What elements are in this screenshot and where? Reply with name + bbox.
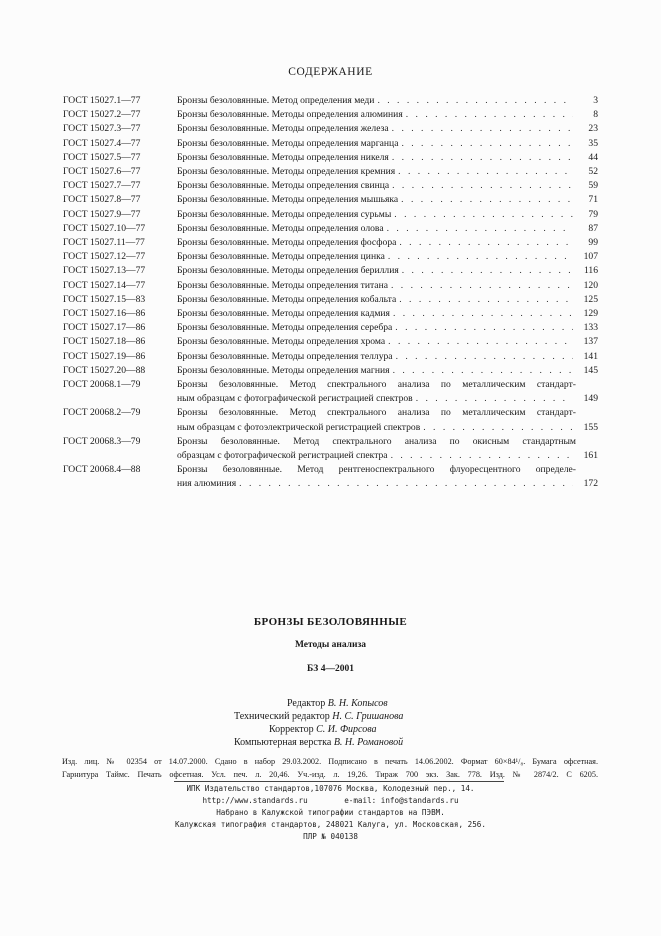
dot-leader <box>393 307 573 321</box>
toc-page-number: 125 <box>583 293 598 305</box>
toc-entry <box>63 108 598 122</box>
toc-entry <box>63 137 598 151</box>
toc-entry <box>63 435 598 463</box>
credit-editor: Редактор В. Н. Копысов <box>287 698 388 709</box>
toc-entry <box>63 279 598 293</box>
toc-entry-title: Бронзы безоловянные. Методы определения бериллия <box>177 265 399 277</box>
toc-entry <box>63 250 598 264</box>
dot-leader <box>399 293 573 307</box>
toc-entry-title: Бронзы безоловянные. Методы определения фосфора <box>177 237 397 249</box>
dot-leader <box>393 364 573 378</box>
toc-standard-code: ГОСТ 15027.6—77 <box>63 166 141 178</box>
dot-leader <box>388 335 573 349</box>
dot-leader <box>394 208 573 222</box>
toc-entry-title: Бронзы безоловянные. Методы определения хрома <box>177 336 386 348</box>
toc-standard-code: ГОСТ 15027.14—77 <box>63 279 146 291</box>
toc-entry <box>63 236 598 250</box>
toc-entry-title: Бронзы безоловянные. Методы определения мышьяка <box>177 194 399 206</box>
toc-entry-title: Бронзы безоловянные. Методы определения кобальта <box>177 293 397 305</box>
toc-standard-code: ГОСТ 15027.2—77 <box>63 109 141 121</box>
toc-standard-code: ГОСТ 20068.2—79 <box>63 407 141 419</box>
toc-entry-title: Бронзы безоловянные. Методы определения теллура <box>177 350 393 362</box>
imprint-line: Изд. лиц. № 02354 от 14.07.2000. Сдано в набор 29.03.2002. Подписано в печать 14.06.2002. Формат 60×84¹/₈. Бумага офсетная. <box>62 757 598 766</box>
toc-page-number: 3 <box>593 95 598 106</box>
dot-leader <box>401 193 573 207</box>
dot-leader <box>391 449 573 463</box>
collection-code: БЗ 4—2001 <box>307 664 354 674</box>
toc-standard-code: ГОСТ 15027.16—86 <box>63 308 146 320</box>
toc-entry <box>63 321 598 335</box>
toc-standard-code: ГОСТ 15027.15—83 <box>63 293 146 305</box>
toc-entry <box>63 293 598 307</box>
publisher-typeset: Набрано в Калужской типографии стандартов на ПЭВМ. <box>216 808 445 817</box>
publisher-web: http://www.standards.ru <box>202 796 308 805</box>
toc-standard-code: ГОСТ 20068.4—88 <box>63 464 141 476</box>
toc-entry-title: ным образцам с фотоэлектрической регистрацией спектров <box>177 421 421 433</box>
toc-entry-title: Бронзы безоловянные. Методы определения алюминия <box>177 109 403 121</box>
toc-entry <box>63 179 598 193</box>
toc-entry-title: Бронзы безоловянные. Методы определения кадмия <box>177 308 390 320</box>
toc-page-number: 172 <box>583 478 598 490</box>
toc-standard-code: ГОСТ 15027.1—77 <box>63 95 141 106</box>
toc-entry-title: Бронзы безоловянные. Методы определения серебра <box>177 322 393 334</box>
toc-entry-title: Бронзы безоловянные. Методы определения свинца <box>177 180 390 192</box>
toc-entry-title: ния алюминия <box>177 478 237 490</box>
toc-standard-code: ГОСТ 15027.4—77 <box>63 137 141 149</box>
toc-page-number: 133 <box>583 322 598 334</box>
dot-leader <box>395 321 573 335</box>
toc-page-number: 8 <box>593 109 598 121</box>
toc-page-number: 23 <box>588 123 598 135</box>
dot-leader <box>377 94 573 108</box>
toc-standard-code: ГОСТ 15027.8—77 <box>63 194 141 206</box>
toc-page-number: 141 <box>583 350 598 362</box>
imprint-line: Гарнитура Таймс. Печать офсетная. Усл. печ. л. 20,46. Уч.-изд. л. 19,26. Тираж 700 экз. Зак. 778. Изд. № 2874/2. С 6205. <box>62 770 598 779</box>
dot-leader <box>402 264 573 278</box>
toc-entry-title: Бронзы безоловянные. Метод спектрального анализа по металлическим стандарт- <box>177 379 576 391</box>
dot-leader <box>406 108 573 122</box>
toc-standard-code: ГОСТ 20068.3—79 <box>63 435 141 447</box>
toc-entry <box>63 94 598 108</box>
publisher-address: ИПК Издательство стандартов,107076 Москва, Колодезный пер., 14. <box>186 784 475 793</box>
toc-page-number: 149 <box>583 393 598 405</box>
dot-leader <box>423 421 573 435</box>
toc-page-number: 35 <box>588 137 598 149</box>
toc-page-number: 120 <box>583 279 598 291</box>
dot-leader <box>401 137 573 151</box>
toc-standard-code: ГОСТ 15027.12—77 <box>63 251 146 263</box>
dot-leader <box>398 165 573 179</box>
toc-entry <box>63 193 598 207</box>
printer-address: Калужская типография стандартов, 248021 Калуга, ул. Московская, 256. <box>175 820 486 829</box>
toc-page-number: 155 <box>583 421 598 433</box>
toc-standard-code: ГОСТ 20068.1—79 <box>63 379 141 391</box>
dot-leader <box>392 179 573 193</box>
toc-page-number: 59 <box>588 180 598 192</box>
toc-standard-code: ГОСТ 15027.9—77 <box>63 208 141 220</box>
toc-entry <box>63 122 598 136</box>
toc-standard-code: ГОСТ 15027.11—77 <box>63 237 145 249</box>
toc-entry <box>63 151 598 165</box>
toc-page-number: 71 <box>588 194 598 206</box>
toc-entry <box>63 222 598 236</box>
toc-entry <box>63 208 598 222</box>
toc-heading: СОДЕРЖАНИЕ <box>288 66 373 78</box>
toc-standard-code: ГОСТ 15027.19—86 <box>63 350 146 362</box>
toc-entry <box>63 463 598 491</box>
publisher-contacts <box>0 795 661 807</box>
toc-entry-title: Бронзы безоловянные. Методы определения марганца <box>177 137 399 149</box>
toc-standard-code: ГОСТ 15027.7—77 <box>63 180 141 192</box>
toc-entry-title: Бронзы безоловянные. Методы определения кремния <box>177 166 396 178</box>
toc-page-number: 79 <box>588 208 598 220</box>
divider <box>174 781 504 782</box>
toc-entry-title: Бронзы безоловянные. Методы определения железа <box>177 123 389 135</box>
toc-entry-title: образцам с фотографической регистрацией спектра <box>177 450 388 462</box>
toc-page-number: 99 <box>588 237 598 249</box>
toc-entry <box>63 378 598 406</box>
toc-entry-title: Бронзы безоловянные. Методы определения олова <box>177 222 384 234</box>
printer-license: ПЛР № 040138 <box>303 832 358 841</box>
toc-entry <box>63 307 598 321</box>
toc-page-number: 129 <box>583 308 598 320</box>
toc-entry-title: Бронзы безоловянные. Метод рентгеноспектрального флуоресцентного определе- <box>177 464 576 476</box>
toc-standard-code: ГОСТ 15027.17—86 <box>63 322 146 334</box>
toc-entry <box>63 335 598 349</box>
toc-entry <box>63 350 598 364</box>
toc-standard-code: ГОСТ 15027.5—77 <box>63 151 141 163</box>
toc-standard-code: ГОСТ 15027.18—86 <box>63 336 146 348</box>
toc-standard-code: ГОСТ 15027.20—88 <box>63 364 146 376</box>
toc-standard-code: ГОСТ 15027.13—77 <box>63 265 146 277</box>
credit-layout: Компьютерная верстка В. Н. Романовой <box>234 737 404 748</box>
toc-entry-title: Бронзы безоловянные. Метод спектрального анализа по металлическим стандарт- <box>177 407 576 419</box>
toc-standard-code: ГОСТ 15027.3—77 <box>63 123 141 135</box>
toc-page-number: 44 <box>588 151 598 163</box>
toc-entry <box>63 165 598 179</box>
publisher-email: e-mail: info@standards.ru <box>344 796 459 805</box>
toc-entry-title: Бронзы безоловянные. Методы определения цинка <box>177 251 385 263</box>
toc-entry-title: Бронзы безоловянные. Методы определения магния <box>177 364 390 376</box>
imprint-block <box>62 755 598 781</box>
table-of-contents <box>63 94 598 492</box>
toc-entry <box>63 264 598 278</box>
credit-corrector: Корректор С. И. Фирсова <box>269 724 377 735</box>
toc-page-number: 52 <box>588 166 598 178</box>
toc-page-number: 107 <box>583 251 598 263</box>
dot-leader <box>387 222 573 236</box>
dot-leader <box>392 122 573 136</box>
credit-tech-editor: Технический редактор Н. С. Гришанова <box>234 711 404 722</box>
publisher-block <box>0 783 661 843</box>
toc-page-number: 161 <box>583 450 598 462</box>
dot-leader <box>239 477 573 491</box>
dot-leader <box>388 250 573 264</box>
book-subtitle: Методы анализа <box>294 640 367 650</box>
dot-leader <box>396 350 573 364</box>
toc-page-number: 137 <box>583 336 598 348</box>
dot-leader <box>392 151 573 165</box>
book-title: БРОНЗЫ БЕЗОЛОВЯННЫЕ <box>253 616 408 628</box>
toc-page-number: 145 <box>583 364 598 376</box>
toc-entry <box>63 406 598 434</box>
toc-entry-title: ным образцам с фотографической регистрацией спектров <box>177 393 413 405</box>
toc-entry <box>63 364 598 378</box>
toc-entry-title: Бронзы безоловянные. Метод определения меди <box>177 95 375 106</box>
toc-entry-title: Бронзы безоловянные. Методы определения титана <box>177 279 388 291</box>
toc-entry-title: Бронзы безоловянные. Методы определения сурьмы <box>177 208 392 220</box>
dot-leader <box>391 279 573 293</box>
toc-page-number: 116 <box>583 265 598 277</box>
dot-leader <box>416 392 573 406</box>
toc-entry-title: Бронзы безоловянные. Методы определения никеля <box>177 151 389 163</box>
toc-entry-title: Бронзы безоловянные. Метод спектрального анализа по окисным стандартным <box>177 435 576 447</box>
toc-standard-code: ГОСТ 15027.10—77 <box>63 222 146 234</box>
dot-leader <box>399 236 573 250</box>
toc-page-number: 87 <box>588 222 598 234</box>
